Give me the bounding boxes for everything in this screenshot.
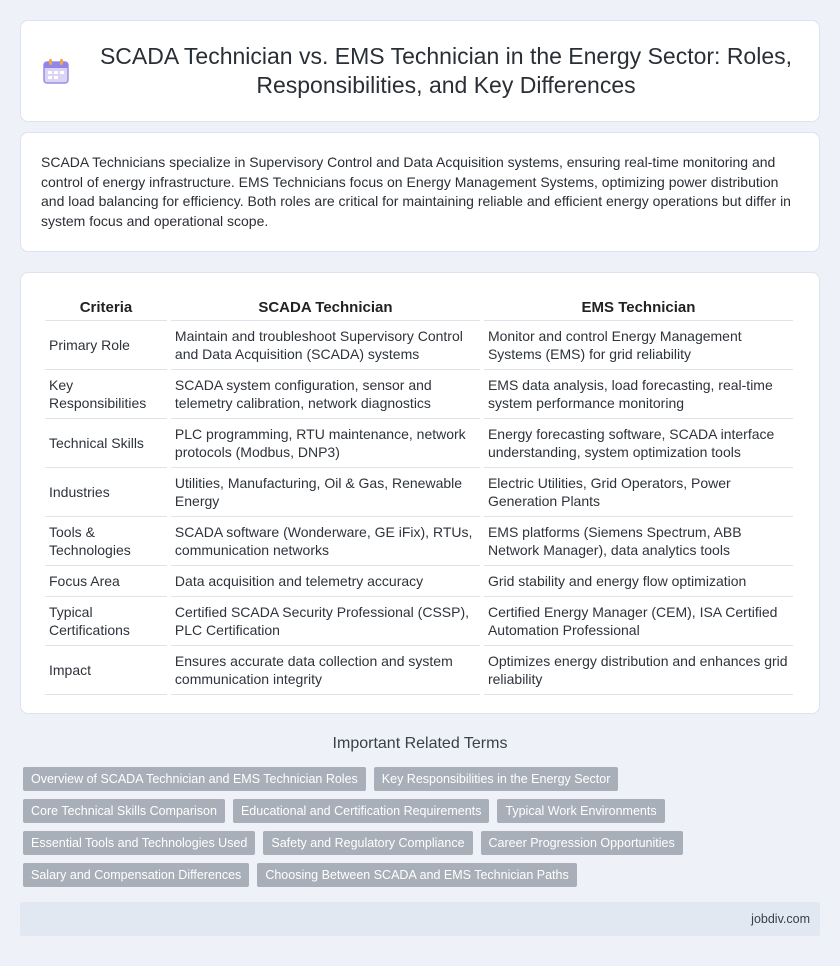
criteria-cell: Tools & Technologies bbox=[45, 517, 167, 566]
table-header-row bbox=[45, 293, 793, 321]
scada-cell: SCADA system configuration, sensor and telemetry calibration, network diagnostics bbox=[171, 370, 480, 419]
related-term-tag[interactable]: Typical Work Environments bbox=[497, 799, 664, 823]
ems-cell: Electric Utilities, Grid Operators, Power Generation Plants bbox=[484, 468, 793, 517]
ems-cell: Certified Energy Manager (CEM), ISA Certified Automation Professional bbox=[484, 597, 793, 646]
table-row bbox=[45, 566, 793, 597]
related-term-tag[interactable]: Overview of SCADA Technician and EMS Technician Roles bbox=[23, 767, 366, 791]
header-card bbox=[20, 20, 820, 122]
related-term-tag[interactable]: Choosing Between SCADA and EMS Technician Paths bbox=[257, 863, 576, 887]
scada-cell: Ensures accurate data collection and system communication integrity bbox=[171, 646, 480, 695]
comparison-table bbox=[41, 293, 797, 695]
table-row bbox=[45, 597, 793, 646]
page-title: SCADA Technician vs. EMS Technician in the Energy Sector: Roles, Responsibilities, and Key Differences bbox=[99, 43, 793, 98]
scada-cell: PLC programming, RTU maintenance, network protocols (Modbus, DNP3) bbox=[171, 419, 480, 468]
ems-cell: EMS platforms (Siemens Spectrum, ABB Network Manager), data analytics tools bbox=[484, 517, 793, 566]
criteria-cell: Technical Skills bbox=[45, 419, 167, 468]
header-criteria: Criteria bbox=[45, 293, 167, 321]
ems-cell: Optimizes energy distribution and enhances grid reliability bbox=[484, 646, 793, 695]
table-row bbox=[45, 517, 793, 566]
header-ems: EMS Technician bbox=[484, 293, 793, 321]
related-term-tag[interactable]: Core Technical Skills Comparison bbox=[23, 799, 225, 823]
criteria-cell: Typical Certifications bbox=[45, 597, 167, 646]
site-link[interactable]: jobdiv.com bbox=[751, 912, 810, 926]
intro-card bbox=[20, 132, 820, 252]
related-term-tag[interactable]: Salary and Compensation Differences bbox=[23, 863, 249, 887]
ems-cell: Monitor and control Energy Management Systems (EMS) for grid reliability bbox=[484, 321, 793, 370]
ems-cell: Grid stability and energy flow optimization bbox=[484, 566, 793, 597]
calendar-icon bbox=[41, 56, 71, 86]
table-row bbox=[45, 419, 793, 468]
related-term-tag[interactable]: Career Progression Opportunities bbox=[481, 831, 683, 855]
intro-paragraph: SCADA Technicians specialize in Supervisory Control and Data Acquisition systems, ensuring real-time monitoring and control of energy infrastructure. EMS Technicians focus on Energy Management Systems, optimizing power distribution and load balancing for efficiency. Both roles are critical for maintaining reliable and efficient energy operations but differ in system focus and operational scope. bbox=[41, 154, 791, 229]
criteria-cell: Focus Area bbox=[45, 566, 167, 597]
related-terms-title: Important Related Terms bbox=[332, 735, 508, 752]
criteria-cell: Impact bbox=[45, 646, 167, 695]
scada-cell: Utilities, Manufacturing, Oil & Gas, Renewable Energy bbox=[171, 468, 480, 517]
criteria-cell: Primary Role bbox=[45, 321, 167, 370]
table-row bbox=[45, 468, 793, 517]
criteria-cell: Key Responsibilities bbox=[45, 370, 167, 419]
table-row bbox=[45, 321, 793, 370]
related-terms-list bbox=[23, 767, 823, 895]
criteria-cell: Industries bbox=[45, 468, 167, 517]
related-term-tag[interactable]: Essential Tools and Technologies Used bbox=[23, 831, 255, 855]
footer bbox=[20, 902, 820, 936]
ems-cell: EMS data analysis, load forecasting, real-time system performance monitoring bbox=[484, 370, 793, 419]
related-term-tag[interactable]: Educational and Certification Requirements bbox=[233, 799, 489, 823]
table-row bbox=[45, 370, 793, 419]
comparison-table-card bbox=[20, 272, 820, 714]
scada-cell: SCADA software (Wonderware, GE iFix), RTUs, communication networks bbox=[171, 517, 480, 566]
related-term-tag[interactable]: Key Responsibilities in the Energy Sector bbox=[374, 767, 619, 791]
header-scada: SCADA Technician bbox=[171, 293, 480, 321]
scada-cell: Maintain and troubleshoot Supervisory Control and Data Acquisition (SCADA) systems bbox=[171, 321, 480, 370]
related-term-tag[interactable]: Safety and Regulatory Compliance bbox=[263, 831, 472, 855]
scada-cell: Certified SCADA Security Professional (CSSP), PLC Certification bbox=[171, 597, 480, 646]
ems-cell: Energy forecasting software, SCADA interface understanding, system optimization tools bbox=[484, 419, 793, 468]
scada-cell: Data acquisition and telemetry accuracy bbox=[171, 566, 480, 597]
table-row bbox=[45, 646, 793, 695]
